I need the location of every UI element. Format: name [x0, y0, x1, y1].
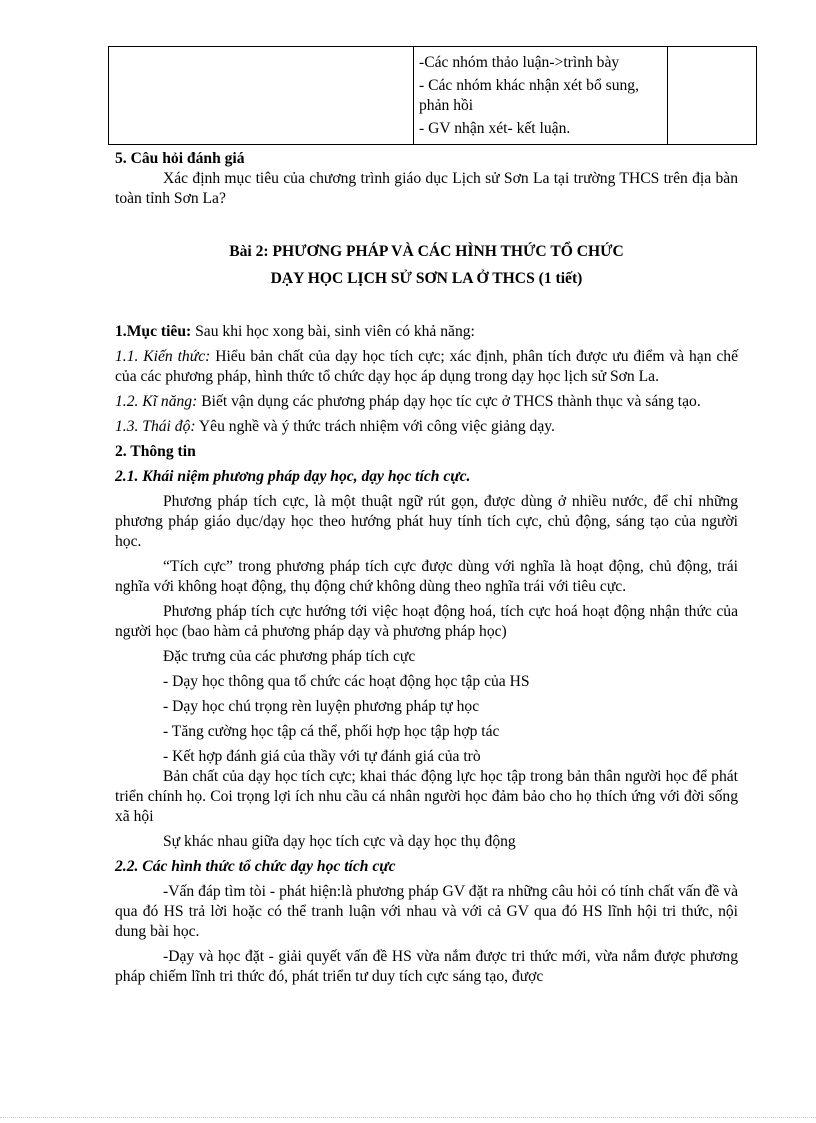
table-row	[109, 47, 757, 145]
subsection-heading: 2.1. Khái niệm phương pháp dạy học, dạy học tích cực.	[115, 468, 471, 485]
paragraph: Xác định mục tiêu của chương trình giáo dục Lịch sử Sơn La tại trường THCS trên địa bàn toàn tỉnh Sơn La?	[115, 170, 738, 207]
section-heading: 5. Câu hỏi đánh giá	[115, 150, 245, 167]
section-heading: 2. Thông tin	[115, 443, 196, 460]
table-line: - GV nhận xét- kết luận.	[419, 120, 571, 137]
list-item: - Dạy học chú trọng rèn luyện phương pháp tự học	[163, 698, 480, 715]
list-item: - Tăng cường học tập cá thể, phối hợp học tập hợp tác	[163, 723, 500, 740]
knowledge-paragraph	[115, 347, 738, 387]
list-item: - Kết hợp đánh giá của thầy với tự đánh giá của trò	[163, 748, 481, 765]
paragraph: Phương pháp tích cực hướng tới việc hoạt động hoá, tích cực hoá hoạt động nhận thức của người học (bao hàm cả phương pháp dạy và phương pháp học)	[115, 603, 738, 640]
list-item: - Dạy học thông qua tổ chức các hoạt động học tập của HS	[163, 673, 530, 690]
paragraph: Sự khác nhau giữa dạy học tích cực và dạy học thụ động	[163, 833, 516, 850]
paragraph: Phương pháp tích cực, là một thuật ngữ rút gọn, được dùng ở nhiều nước, để chỉ những phương pháp giáo dục/dạy học theo hướng phát huy tính tích cực, chủ động, sáng tạo của người học.	[115, 493, 738, 550]
paragraph: “Tích cực” trong phương pháp tích cực được dùng với nghĩa là hoạt động, chủ động, trái nghĩa với không hoạt động, thụ động chứ không dùng theo nghĩa trái với tiêu cực.	[115, 558, 738, 595]
knowledge-text: Hiểu bản chất của dạy học tích cực; xác định, phân tích được ưu điểm và hạn chế của các phương pháp, hình thức tổ chức dạy học áp dụng trong dạy học lịch sử Sơn La.	[115, 348, 739, 385]
skills-label: 1.2. Kĩ năng:	[115, 393, 198, 410]
objectives-text: Sau khi học xong bài, sinh viên có khả năng:	[191, 323, 475, 340]
objectives-line	[115, 322, 738, 342]
attitude-text: Yêu nghề và ý thức trách nhiệm với công việc giảng dạy.	[195, 418, 555, 435]
table-cell-empty	[668, 47, 757, 145]
table-line: -Các nhóm thảo luận->trình bày	[419, 54, 620, 71]
paragraph: Đặc trưng của các phương pháp tích cực	[163, 648, 416, 665]
objectives-label: 1.Mục tiêu:	[115, 323, 192, 340]
skills-paragraph	[115, 392, 738, 412]
document-body	[115, 149, 738, 987]
lesson-title: DẠY HỌC LỊCH SỬ SƠN LA Ở THCS (1 tiết)	[270, 270, 583, 287]
activity-table	[108, 46, 757, 145]
table-line: - Các nhóm khác nhận xét bổ sung, phản hồi	[419, 77, 639, 114]
paragraph: -Vấn đáp tìm tòi - phát hiện:là phương pháp GV đặt ra những câu hỏi có tính chất vấn đề và qua đó HS trả lời hoặc có thể tranh luận với nhau và với cả GV qua đó HS lĩnh hội tri thức, nội dung bài học.	[115, 883, 738, 940]
attitude-label: 1.3. Thái độ:	[115, 418, 196, 435]
page-bottom-rule	[0, 1117, 816, 1118]
skills-text: Biết vận dụng các phương pháp dạy học tíc cực ở THCS thành thục và sáng tạo.	[197, 393, 701, 410]
knowledge-label: 1.1. Kiến thức:	[115, 348, 211, 365]
table-cell-empty	[109, 47, 414, 145]
lesson-title: Bài 2: PHƯƠNG PHÁP VÀ CÁC HÌNH THỨC TỔ CHỨC	[229, 243, 624, 260]
paragraph: Bản chất của dạy học tích cực; khai thác động lực học tập trong bản thân người học để phát triển chính họ. Coi trọng lợi ích nhu cầu cá nhân người học đảm bảo cho họ thích ứng với đời sống xã hội	[115, 768, 738, 825]
table-cell-activities	[414, 47, 668, 145]
subsection-heading: 2.2. Các hình thức tổ chức dạy học tích cực	[115, 858, 396, 875]
paragraph: -Dạy và học đặt - giải quyết vấn đề HS vừa nắm được tri thức mới, vừa nắm được phương pháp chiếm lĩnh tri thức đó, phát triển tư duy tích cực sáng tạo, được	[115, 948, 738, 985]
attitude-paragraph	[115, 417, 738, 437]
